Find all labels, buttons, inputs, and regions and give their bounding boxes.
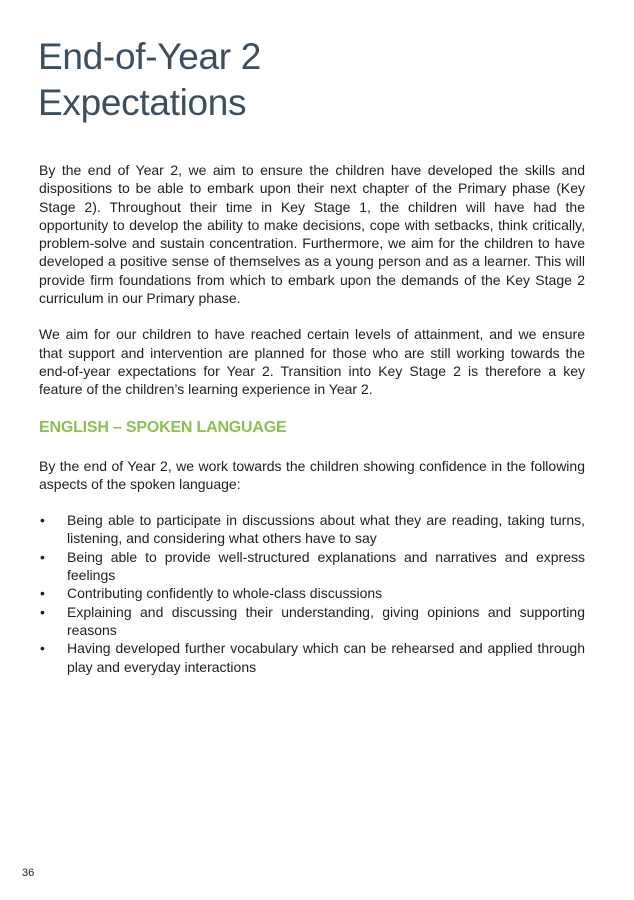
bullet-icon: • [40, 585, 45, 602]
page-number: 36 [22, 867, 35, 879]
bullet-icon: • [40, 640, 45, 657]
section-heading: ENGLISH – SPOKEN LANGUAGE [39, 418, 287, 436]
intro-paragraph: By the end of Year 2, we aim to ensure the children have developed the skills and dispositions to be able to embark upon their next chapter of the Primary phase (Key Stage 2). Throughout their time in Key Stage 1, the children will have had the opportunity to develop the ability to make decisions, cope with setbacks, think critically, problem-solve and sustain concentration. Furthermore, we aim for the children to have developed a positive sense of themselves as a young person and as a learner. This will provide firm foundations from which to embark upon the demands of the Key Stage 2 curriculum in our Primary phase. [39, 162, 585, 307]
bullet-icon: • [40, 603, 45, 620]
bullet-icon: • [40, 512, 45, 529]
list-item [39, 584, 585, 602]
list-item-text: Explaining and discussing their understanding, giving opinions and supporting reasons [67, 603, 585, 638]
section-intro: By the end of Year 2, we work towards the children showing confidence in the following aspects of the spoken language: [39, 457, 585, 492]
page-title-line-1: End-of-Year 2 [38, 36, 262, 77]
list-item-text: Being able to participate in discussions about what they are reading, taking turns, listening, and considering what others have to say [67, 512, 585, 547]
list-item-text: Having developed further vocabulary which can be rehearsed and applied through play and everyday interactions [67, 640, 585, 675]
list-item-text: Contributing confidently to whole-class discussions [67, 585, 383, 602]
list-item-text: Being able to provide well-structured explanations and narratives and express feelings [67, 548, 585, 584]
page-title [38, 34, 261, 126]
page-title-line-2: Expectations [38, 82, 247, 123]
list-item [39, 639, 585, 676]
list-item [39, 548, 585, 585]
list-item [39, 603, 585, 640]
expectations-list [39, 511, 585, 676]
list-item [39, 511, 585, 548]
attainment-paragraph: We aim for our children to have reached certain levels of attainment, and we ensure that support and intervention are planned for those who are still working towards the end-of-year expectations for Year 2. Transition into Key Stage 2 is therefore a key feature of the children’s learning experience in Year 2. [39, 326, 585, 398]
main-content [39, 161, 585, 676]
bullet-icon: • [40, 548, 45, 565]
